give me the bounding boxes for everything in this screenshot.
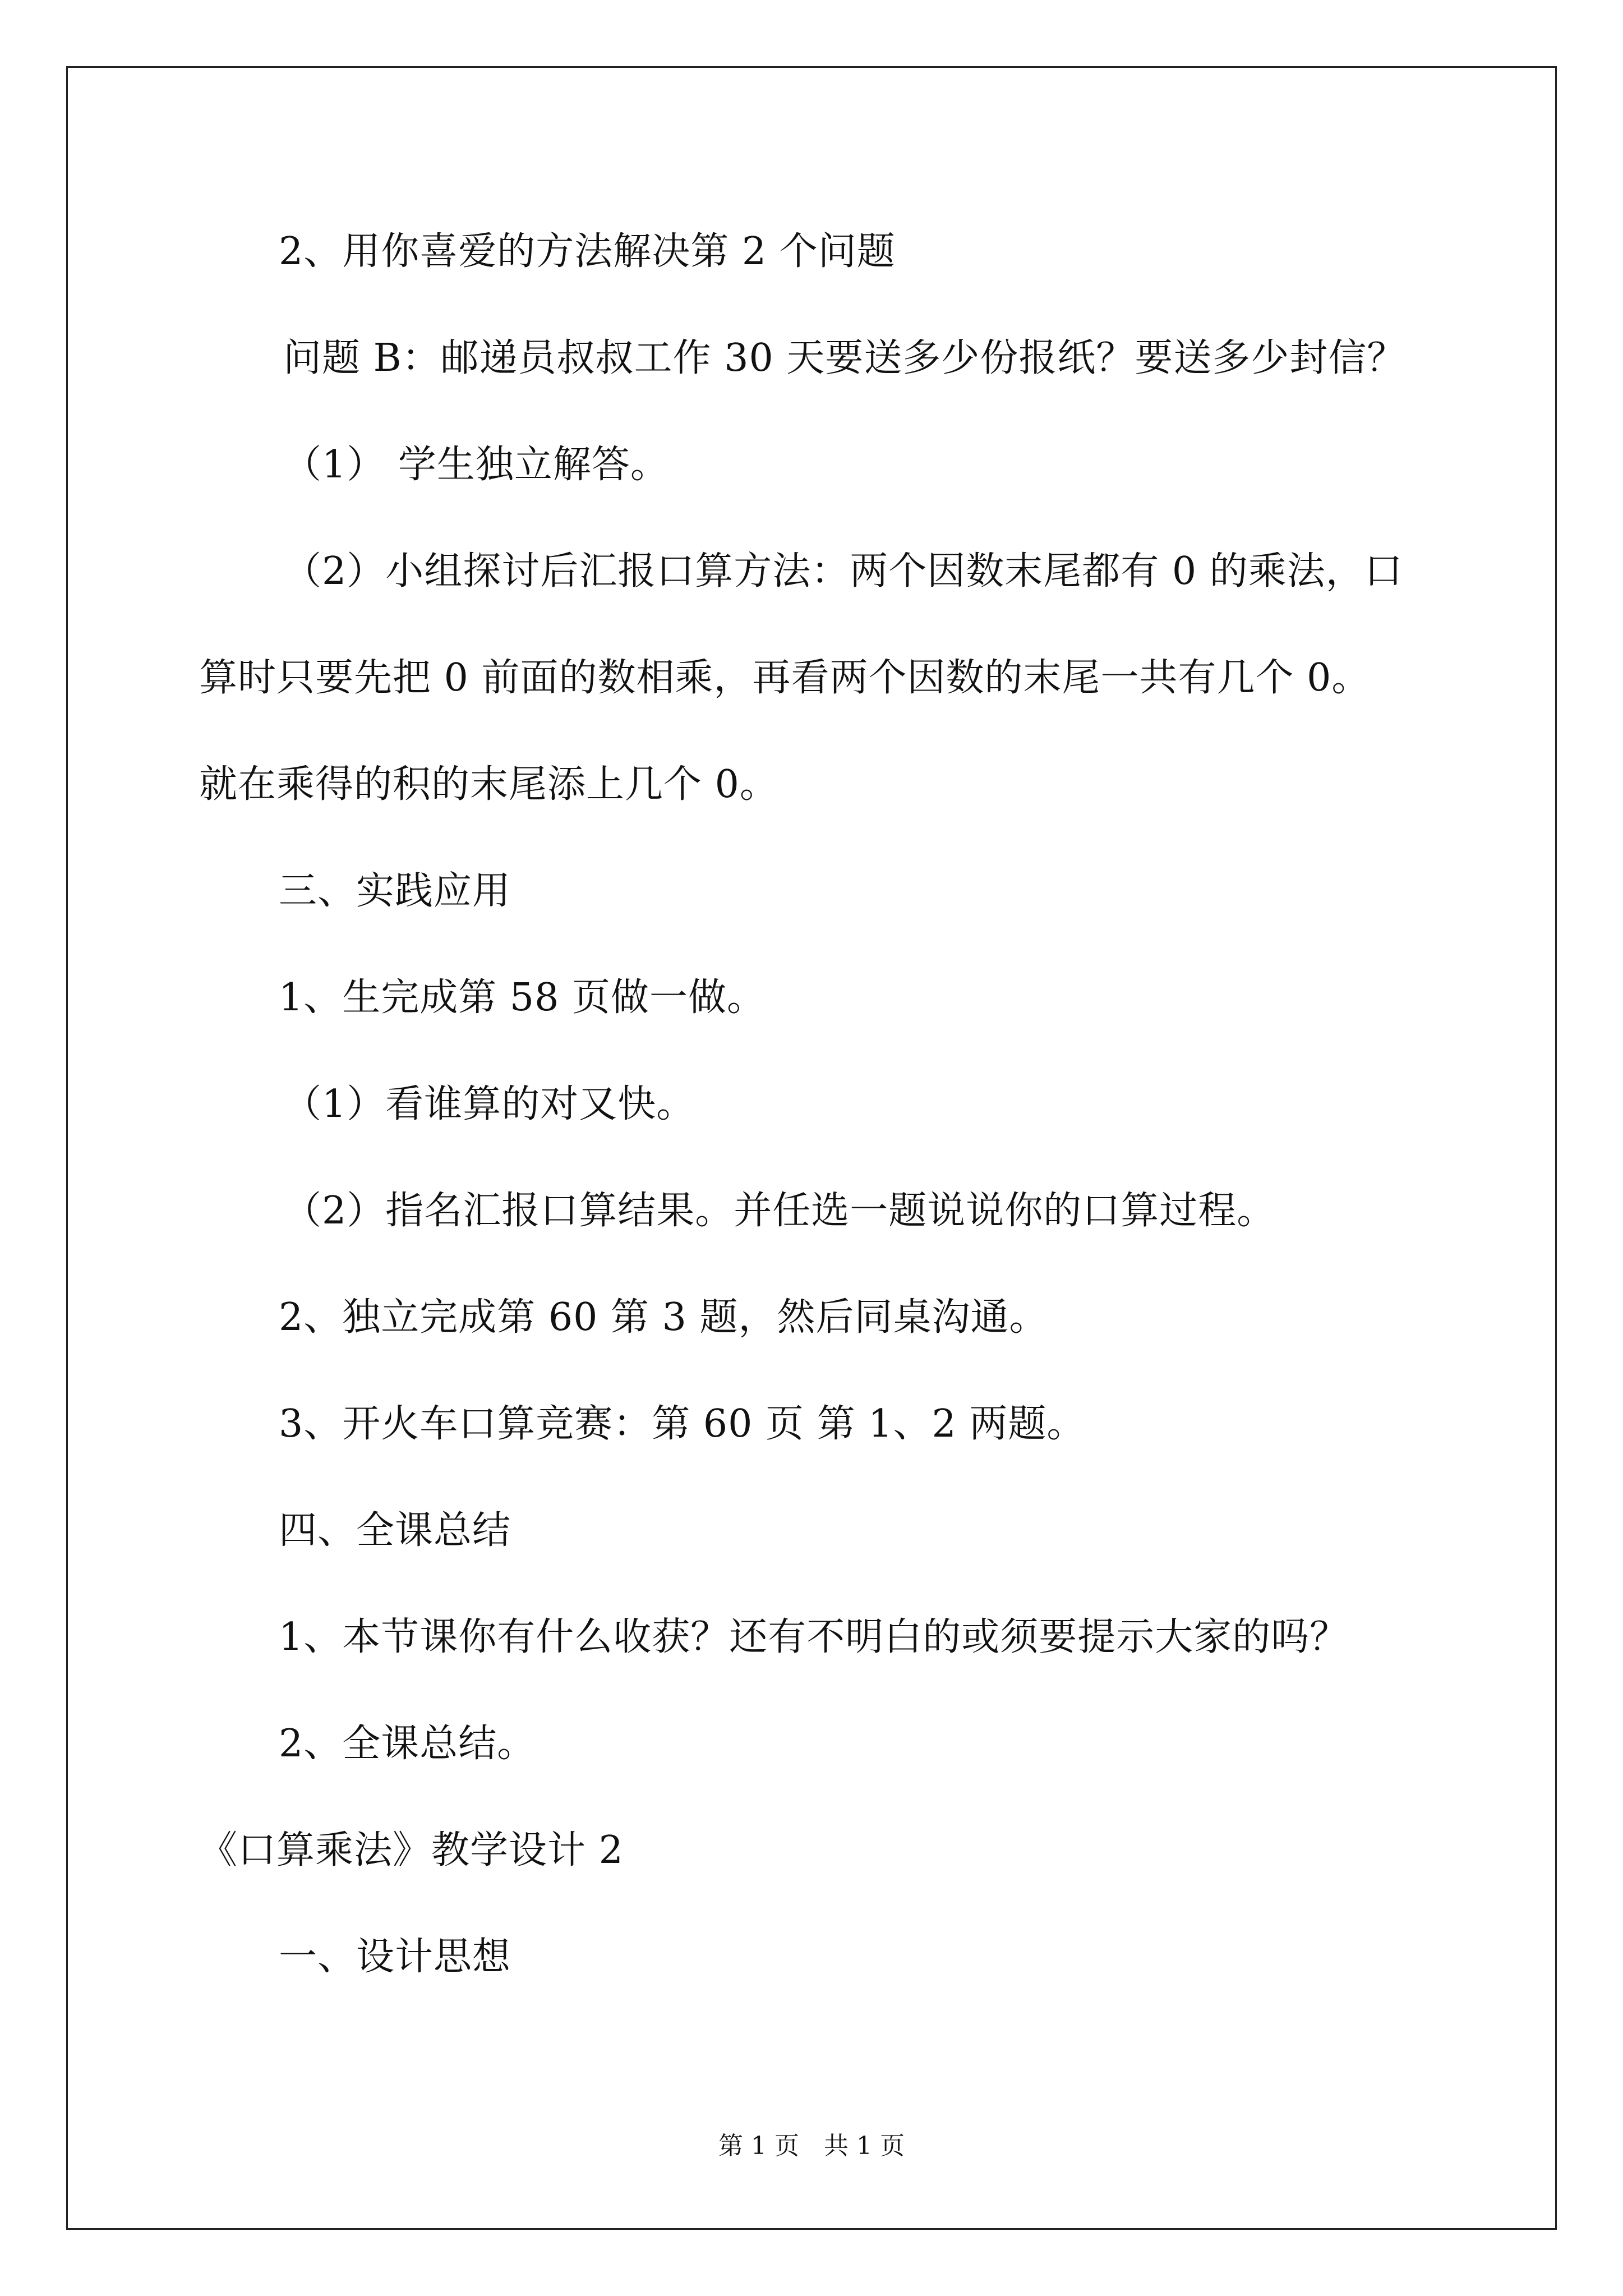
text-line: 1、本节课你有什么收获？还有不明白的或须要提示大家的吗？ bbox=[279, 1615, 1349, 1659]
section-heading: 三、实践应用 bbox=[279, 869, 511, 913]
text-line: 问题 B：邮递员叔叔工作 30 天要送多少份报纸？要送多少封信？ bbox=[283, 336, 1406, 380]
page-border bbox=[66, 66, 1557, 2230]
document-title: 《口算乘法》教学设计 2 bbox=[199, 1828, 624, 1872]
text-line: 1、生完成第 58 页做一做。 bbox=[279, 976, 766, 1020]
text-line: 2、全课总结。 bbox=[279, 1722, 536, 1766]
section-heading: 四、全课总结 bbox=[279, 1508, 511, 1553]
text-line: （1） 学生独立解答。 bbox=[283, 443, 669, 487]
text-line: 3、开火车口算竞赛：第 60 页 第 1、2 两题。 bbox=[279, 1402, 1086, 1446]
text-line: 2、用你喜爱的方法解决第 2 个问题 bbox=[279, 229, 896, 274]
text-line: 算时只要先把 0 前面的数相乘，再看两个因数的末尾一共有几个 0。 bbox=[199, 656, 1371, 700]
text-line: 就在乘得的积的末尾添上几个 0。 bbox=[199, 762, 778, 807]
text-line: （1）看谁算的对又快。 bbox=[283, 1082, 695, 1126]
section-heading: 一、设计思想 bbox=[279, 1935, 511, 1979]
text-line: （2）小组探讨后汇报口算方法：两个因数末尾都有 0 的乘法，口 bbox=[283, 549, 1403, 593]
text-line: （2）指名汇报口算结果。并任选一题说说你的口算过程。 bbox=[283, 1189, 1276, 1233]
page-footer: 第 1 页 共 1 页 bbox=[718, 2132, 905, 2160]
text-line: 2、独立完成第 60 第 3 题，然后同桌沟通。 bbox=[279, 1295, 1048, 1340]
